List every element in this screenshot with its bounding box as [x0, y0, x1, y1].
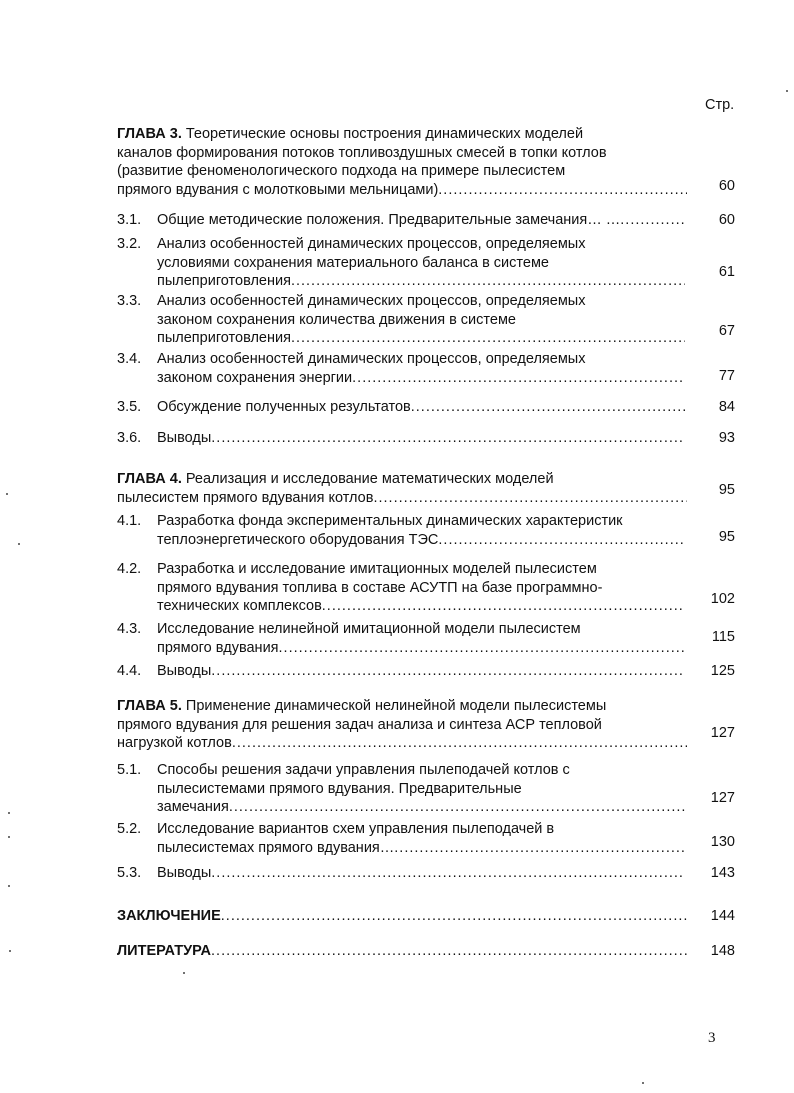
- toc-page-number: 148: [710, 943, 735, 959]
- leader-dots: [221, 907, 687, 926]
- scan-speck: [18, 543, 20, 545]
- toc-page-number: 127: [710, 790, 735, 806]
- toc-entry-title-line: технических комплексов: [157, 598, 322, 615]
- chapter-heading: ГЛАВА 3.: [117, 126, 182, 142]
- toc-entry: [117, 125, 735, 199]
- leader-dots: [211, 429, 685, 448]
- toc-entry-title-line: законом сохранения энергии: [157, 369, 353, 386]
- toc-entry-title-line: прямого вдувания с молотковыми мельницами): [117, 181, 439, 198]
- toc-entry: [117, 697, 735, 753]
- toc-entry: [117, 470, 735, 507]
- scan-speck: [183, 972, 185, 974]
- toc-entry-title-line: Исследование вариантов схем управления пылеподачей в: [157, 821, 555, 837]
- toc-entry-number: 4.2.: [117, 561, 142, 577]
- toc-entry-title-line: Исследование нелинейной имитационной модели пылесистем: [157, 621, 581, 637]
- toc-entry-title-line: Теоретические основы построения динамических моделей: [185, 126, 584, 142]
- toc-page-number: 125: [710, 663, 735, 679]
- toc-page-number: 144: [710, 908, 735, 924]
- scan-speck: [8, 836, 10, 838]
- toc-page-number: 127: [710, 725, 735, 741]
- toc-page-number: 60: [718, 212, 735, 228]
- toc-entry: [117, 350, 735, 387]
- toc-entry: [117, 620, 735, 657]
- toc-page-number: 67: [718, 323, 735, 339]
- toc-entry: [117, 864, 735, 883]
- toc-entry-number: 3.1.: [117, 212, 142, 228]
- toc-entry: [117, 211, 735, 230]
- toc-entry-title-line: Выводы: [157, 865, 212, 881]
- toc-entry-title-line: Разработка и исследование имитационных моделей пылесистем: [157, 561, 597, 577]
- toc-entry-number: 3.5.: [117, 399, 142, 415]
- toc-page-number: 93: [718, 430, 735, 446]
- toc-entry-title-line: Способы решения задачи управления пылеподачей котлов с: [157, 762, 570, 778]
- toc-entry-title-line: Разработка фонда экспериментальных динамических характеристик: [157, 513, 623, 529]
- scan-speck: [9, 950, 11, 952]
- toc-entry-title-line: нагрузкой котлов: [117, 735, 232, 752]
- toc-entry-title-line: Выводы: [157, 663, 212, 679]
- toc-entry: [117, 398, 735, 417]
- toc-entry-number: 5.3.: [117, 865, 142, 881]
- leader-dots: [373, 489, 687, 508]
- leader-dots: [620, 211, 685, 230]
- toc-entry-title-line: Выводы: [157, 430, 212, 446]
- toc-page-number: 115: [711, 629, 735, 645]
- toc-entry-number: 4.3.: [117, 621, 142, 637]
- leader-dots: [232, 734, 687, 753]
- leader-dots: [352, 369, 685, 388]
- leader-dots: [211, 662, 685, 681]
- toc-entry-title-line: условиями сохранения материального баланса в системе: [157, 254, 549, 271]
- chapter-heading: ЛИТЕРАТУРА: [117, 943, 212, 959]
- toc-entry-title-line: законом сохранения количества движения в системе: [157, 311, 516, 328]
- toc-entry-title-line: прямого вдувания: [157, 639, 279, 656]
- leader-dots: [279, 639, 685, 658]
- scan-speck: [6, 493, 8, 495]
- scan-speck: [786, 90, 788, 92]
- chapter-heading: ЗАКЛЮЧЕНИЕ: [117, 908, 221, 924]
- toc-entry-title-line: Обсуждение полученных результатов: [157, 399, 411, 415]
- toc-entry-title-line: (развитие феноменологического подхода на примере пылесистем: [117, 163, 566, 180]
- scan-speck: [8, 812, 10, 814]
- toc-entry: [117, 235, 735, 291]
- toc-entry-title-line: прямого вдувания для решения задач анализа и синтеза АСР тепловой: [117, 716, 602, 733]
- toc-page-number: 77: [718, 368, 735, 384]
- toc-entry-number: 3.6.: [117, 430, 142, 446]
- leader-dots: [438, 181, 687, 200]
- leader-dots: [394, 839, 685, 858]
- chapter-heading: ГЛАВА 4.: [117, 471, 182, 487]
- toc-entry-title-line: пылеприготовления: [157, 330, 291, 347]
- toc-entry-number: 5.2.: [117, 821, 142, 837]
- toc-entry-title-line: пылесистемами прямого вдувания. Предварительные: [157, 780, 522, 797]
- toc-entry-title-line: пылесистемах прямого вдувания…: [157, 839, 395, 856]
- leader-dots: [291, 329, 685, 348]
- toc-entry-title-line: теплоэнергетического оборудования ТЭС: [157, 531, 439, 548]
- toc-entry: [117, 820, 735, 857]
- toc-page-number: 84: [718, 399, 735, 415]
- toc-entry-number: 3.3.: [117, 293, 142, 309]
- toc-entry-title-line: Анализ особенностей динамических процессов, определяемых: [157, 236, 586, 252]
- toc-entry-title-line: каналов формирования потоков топливоздушных смесей в топки котлов: [117, 144, 607, 161]
- toc-page-number: 130: [710, 834, 735, 850]
- scan-speck: [8, 885, 10, 887]
- toc-page-number: 60: [718, 178, 735, 194]
- leader-dots: [291, 272, 685, 291]
- toc-entry: [117, 560, 735, 616]
- toc-entry-title-line: Общие методические положения. Предварительные замечания… …: [157, 212, 621, 228]
- toc-entry-title-line: Анализ особенностей динамических процессов, определяемых: [157, 351, 586, 367]
- toc-entry-number: 4.4.: [117, 663, 142, 679]
- toc-entry: [117, 907, 735, 926]
- toc-entry: [117, 512, 735, 549]
- toc-entry-title-line: замечания: [157, 799, 229, 816]
- toc-entry-title-line: пылеприготовления: [157, 273, 291, 290]
- toc-entry-number: 5.1.: [117, 762, 142, 778]
- toc-entry: [117, 942, 735, 961]
- toc-entry-title-line: Применение динамической нелинейной модели пылесистемы: [185, 698, 607, 714]
- toc-entry-number: 3.2.: [117, 236, 142, 252]
- leader-dots: [211, 942, 687, 961]
- scan-speck: [642, 1082, 644, 1084]
- pages-column-header: Стр.: [705, 97, 735, 113]
- toc-entry: [117, 662, 735, 681]
- leader-dots: [229, 798, 685, 817]
- toc-entry-title-line: Реализация и исследование математических моделей: [185, 471, 554, 487]
- toc-page-number: 143: [710, 865, 735, 881]
- toc-entry-number: 4.1.: [117, 513, 142, 529]
- leader-dots: [322, 597, 685, 616]
- toc-page-number: 61: [718, 264, 735, 280]
- chapter-heading: ГЛАВА 5.: [117, 698, 182, 714]
- toc-entry: [117, 761, 735, 817]
- leader-dots: [438, 531, 685, 550]
- toc-page-number: 95: [718, 529, 735, 545]
- toc-page-number: 95: [718, 482, 735, 498]
- leader-dots: [211, 864, 685, 883]
- toc-entry-title-line: пылесистем прямого вдувания котлов: [117, 489, 374, 506]
- leader-dots: [411, 398, 685, 417]
- toc-entry-number: 3.4.: [117, 351, 142, 367]
- toc-page-number: 102: [710, 591, 735, 607]
- toc-entry-title-line: прямого вдувания топлива в составе АСУТП на базе программно-: [157, 579, 603, 596]
- page-number: 3: [708, 1030, 716, 1046]
- toc-entry: [117, 292, 735, 348]
- toc-entry-title-line: Анализ особенностей динамических процессов, определяемых: [157, 293, 586, 309]
- toc-entry: [117, 429, 735, 448]
